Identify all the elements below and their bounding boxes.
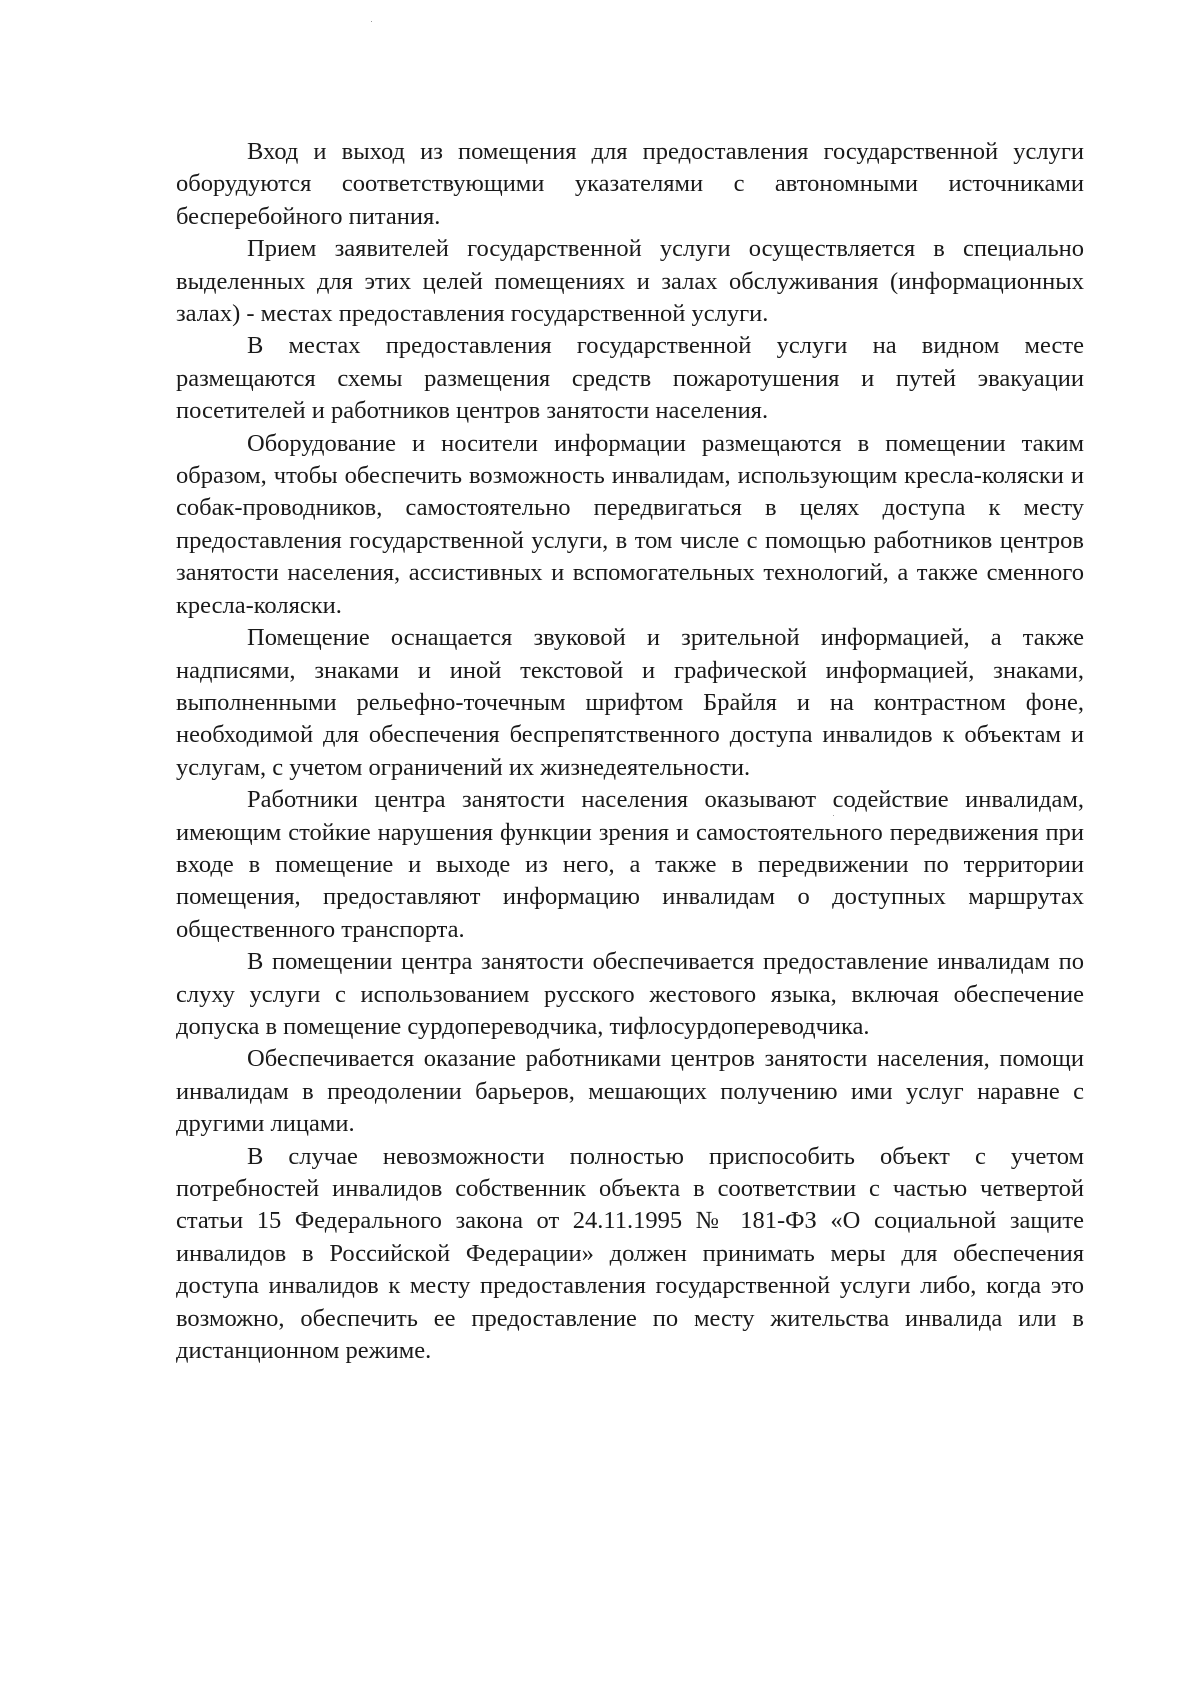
paragraph-sign-language: В помещении центра занятости обеспечивается предоставление инвалидам по слуху услуги с использованием русского жестового языка, включая обеспечение допуска в помещение сурдопереводчика, тифлосурдопереводчика. [176,948,1084,1040]
paragraph-reception-halls: Прием заявителей государственной услуги осуществляется в специально выделенных для этих целей помещениях и залах обслуживания (информационных залах) - местах предоставления государственной услуги. [176,235,1084,328]
paragraph-evacuation-schemes: В местах предоставления государственной услуги на видном месте размещаются схемы размещения средств пожаротушения и путей эвакуации посетителей и работников центров занятости населения. [176,332,1084,425]
document-body [176,136,1084,1367]
paragraph-equipment-placement: Оборудование и носители информации размещаются в помещении таким образом, чтобы обеспечить возможность инвалидам, использующим кресла-коляски и собак-проводников, самостоятельно передвигаться в целях доступа к месту предоставления государственной услуги, в том числе с помощью работников центров занятости населения, ассистивных и вспомогательных технологий, а также сменного кресла-коляски. [176,429,1084,619]
paragraph-sound-visual-info: Помещение оснащается звуковой и зрительной информацией, а также надписями, знаками и иной текстовой и графической информацией, знаками, выполненными рельефно-точечным шрифтом Брайля и на контрастном фоне, необходимой для обеспечения беспрепятственного доступа инвалидов к объектам и услугам, с учетом ограничений их жизнедеятельности. [176,624,1084,781]
paragraph-barrier-help: Обеспечивается оказание работниками центров занятости населения, помощи инвалидам в преодолении барьеров, мешающих получению ими услуг наравне с другими лицами. [176,1045,1084,1138]
paragraph-entrance-signs: Вход и выход из помещения для предоставления государственной услуги оборудуются соответствующими указателями с автономными источниками бесперебойного питания. [176,138,1084,230]
scan-speck [371,21,372,22]
paragraph-staff-assistance: Работники центра занятости населения оказывают содействие инвалидам, имеющим стойкие нарушения функции зрения и самостоятельного передвижения при входе в помещение и выходе из него, а также в передвижении по территории помещения, предоставляют информацию инвалидам о доступных маршрутах общественного транспорта. [176,786,1084,943]
paragraph-remote-service: В случае невозможности полностью приспособить объект с учетом потребностей инвалидов собственник объекта в соответствии с частью четвертой статьи 15 Федерального закона от 24.11.1995 № 181-ФЗ «О социальной защите инвалидов в Российской Федерации» должен принимать меры для обеспечения доступа инвалидов к месту предоставления государственной услуги либо, когда это возможно, обеспечить ее предоставление по месту жительства инвалида или в дистанционном режиме. [176,1142,1084,1365]
